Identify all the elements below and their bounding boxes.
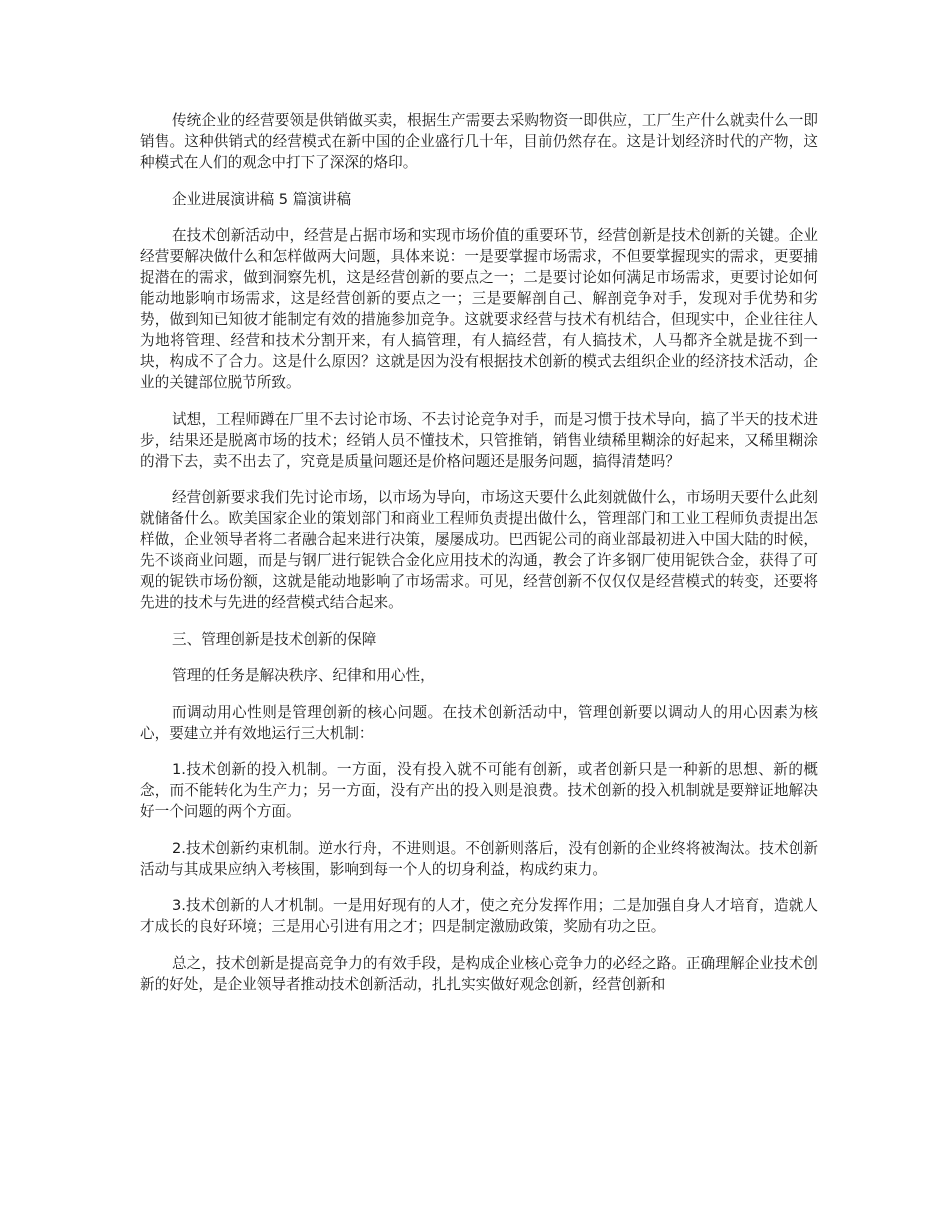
paragraph-market-oriented: 经营创新要求我们先讨论市场，以市场为导向，市场这天要什么此刻就做什么，市场明天要什么此刻就储备什么。欧美国家企业的策划部门和商业工程师负责提出做什么，管理部门和工业工程师负责提出怎样做，企业领导者将二者融合起来进行决策，屡屡成功。巴西铌公司的商业部最初进入中国大陆的时候，先不谈商业问题，而是与钢厂进行铌铁合金化应用技术的沟通，教会了许多钢厂使用铌铁合金，获得了可观的铌铁市场份额，这就是能动地影响了市场需求。可见，经营创新不仅仅仅是经营模式的转变，还要将先进的技术与先进的经营模式结合起来。: [140, 489, 818, 611]
paragraph-three-mechanisms: 而调动用心性则是管理创新的核心问题。在技术创新活动中，管理创新要以调动人的用心因素为核心，要建立并有效地运行三大机制：: [140, 703, 818, 742]
paragraph-traditional-operation: 传统企业的经营要领是供销做买卖，根据生产需要去采购物资一即供应，工厂生产什么就卖什么一即销售。这种供销式的经营模式在新中国的企业盛行几十年，目前仍然存在。这是计划经济时代的产物，这种模式在人们的观念中打下了深深的烙印。: [140, 112, 818, 171]
paragraph-conclusion: 总之，技术创新是提高竞争力的有效手段，是构成企业核心竞争力的必经之路。正确理解企业技术创新的好处，是企业领导者推动技术创新活动，扎扎实实做好观念创新，经营创新和: [140, 954, 818, 993]
list-item-talent-mechanism: 3.技术创新的人才机制。一是用好现有的人才，使之充分发挥作用；二是加强自身人才培育，造就人才成长的良好环境；三是用心引进有用之才；四是制定激励政策，奖励有功之臣。: [140, 897, 818, 935]
list-item-constraint-mechanism: 2.技术创新约束机制。逆水行舟，不进则退。不创新则落后，没有创新的企业终将被淘汰。技术创新活动与其成果应纳入考核围，影响到每一个人的切身利益，构成约束力。: [140, 839, 818, 878]
paragraph-management-task: 管理的任务是解决秩序、纪律和用心性，: [172, 667, 435, 684]
paragraph-operation-innovation-key: 在技术创新活动中，经营是占据市场和实现市场价值的重要环节，经营创新是技术创新的关键。企业经营要解决做什么和怎样做两大问题，具体来说：一是要掌握市场需求，不但要掌握现实的需求，更要捕捉潜在的需求，做到洞察先机，这是经营创新的要点之一；二是要讨论如何满足市场需求，更要讨论如何能动地影响市场需求，这是经营创新的要点之一；三是要解剖自己、解剖竞争对手，发现对手优势和劣势，做到知已知彼才能制定有效的措施参加竞争。这就要求经营与技术有机结合，但现实中，企业往往人为地将管理、经营和技术分割开来，有人搞管理，有人搞经营，有人搞技术，人马都齐全就是拢不到一块，构成不了合力。这是什么原因？这就是因为没有根据技术创新的模式去组织企业的经济技术活动，企业的关键部位脱节所致。: [140, 227, 818, 391]
paragraph-speech-title: 企业进展演讲稿 5 篇演讲稿: [172, 190, 352, 208]
list-item-investment-mechanism: 1.技术创新的投入机制。一方面，没有投入就不可能有创新，或者创新只是一种新的思想、新的概念，而不能转化为生产力；另一方面，没有产出的投入则是浪费。技术创新的投入机制就是要辩证地解决好一个问题的两个方面。: [140, 761, 818, 820]
paragraph-engineer-example: 试想，工程师蹲在厂里不去讨论市场、不去讨论竞争对手，而是习惯于技术导向，搞了半天的技术进步，结果还是脱离市场的技术；经销人员不懂技术，只管推销，销售业绩稀里糊涂的好起来，又稀里糊涂的滑下去，卖不出去了，究竟是质量问题还是价格问题还是服务问题，搞得清楚吗？: [140, 410, 818, 470]
document-page: [140, 110, 818, 1010]
section-heading-management-innovation: 三、管理创新是技术创新的保障: [172, 630, 377, 648]
